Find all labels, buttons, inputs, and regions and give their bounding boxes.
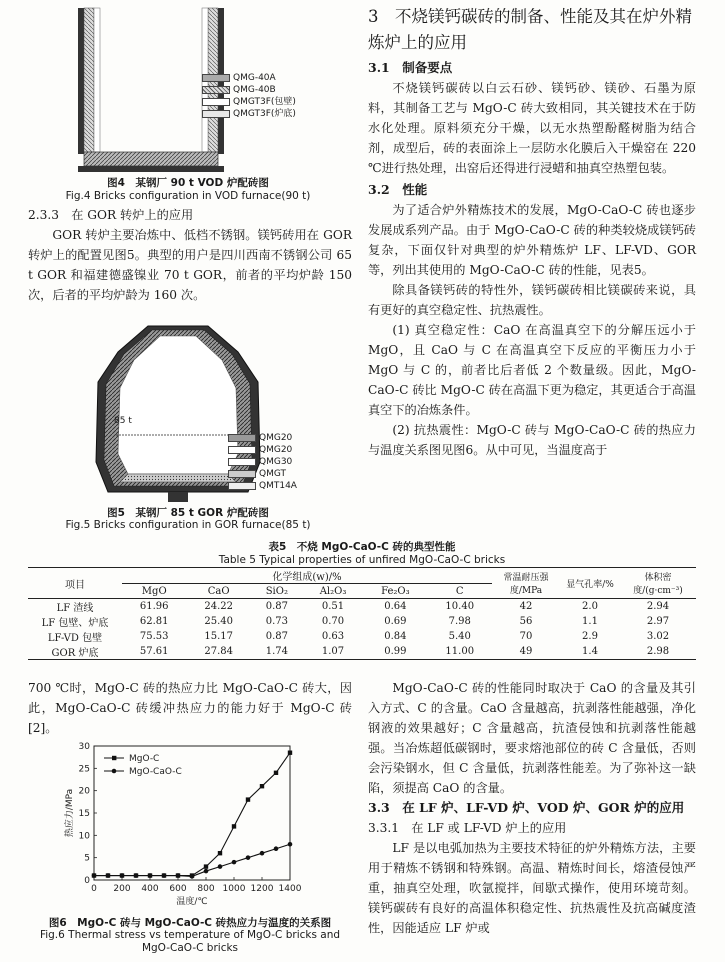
cell: 49 — [492, 644, 560, 660]
subsection-title-3-3-1: 3.3.1 在 LF 或 LF-VD 炉上的应用 — [368, 821, 567, 835]
legend-item: QMG20 — [228, 432, 297, 444]
thermal-stress-chart — [28, 740, 352, 912]
fig6-caption-cn: 图6 MgO-C 砖与 MgO-CaO-C 砖热应力与温度的关系图 — [48, 917, 332, 929]
cell: 0.64 — [384, 601, 407, 612]
data-point — [274, 846, 279, 851]
legend-item: QMGT — [228, 468, 297, 480]
data-point — [260, 851, 265, 856]
cell: 2.0 — [582, 601, 598, 612]
x-tick-label: 0 — [91, 884, 97, 894]
cell: 57.61 — [122, 644, 186, 660]
cell: 0.73 — [265, 616, 288, 627]
legend-item: QMG-40A — [202, 72, 296, 84]
fig5-legend — [228, 432, 297, 492]
legend-item: QMGT3F(炉底) — [202, 108, 296, 120]
cell: 3.02 — [646, 631, 670, 642]
row-label: LF-VD 包壁 — [47, 633, 103, 644]
x-tick-label: 200 — [113, 884, 131, 894]
cell: 2.9 — [582, 631, 598, 642]
legend-item: QMG-40B — [202, 84, 296, 96]
col-header-group: 化学组成(w)/% — [122, 568, 492, 584]
legend-marker — [112, 769, 117, 774]
data-point — [260, 784, 264, 788]
right-bottom-text — [368, 678, 696, 938]
data-point — [148, 873, 153, 878]
cell: 0.70 — [321, 616, 345, 627]
y-tick-label: 20 — [78, 786, 90, 797]
section-2-3-3 — [28, 205, 352, 305]
row-label: LF 渣线 — [56, 603, 94, 614]
plot-frame — [94, 746, 290, 880]
data-point — [162, 873, 167, 878]
section-3 — [368, 4, 696, 460]
fig5-caption-cn: 图5 某钢厂 85 t GOR 炉配砖图 — [107, 507, 269, 519]
subsection-title-3-1: 3.1 制备要点 — [368, 60, 453, 75]
paragraph: 700 ℃时，MgO-C 砖的热应力比 MgO-CaO-C 砖大，因此，MgO-CaO-C 砖缓冲热应力的能力好于 MgO-C 砖[2]。 — [28, 681, 352, 735]
col-header-porosity: 显气孔率/% — [560, 568, 620, 599]
x-tick-label: 1200 — [250, 884, 274, 894]
y-tick-label: 0 — [84, 876, 90, 886]
subsection-title-3-3: 3.3 在 LF 炉、LF-VD 炉、VOD 炉、GOR 炉的应用 — [368, 800, 685, 815]
x-tick-label: 1000 — [222, 884, 246, 894]
row-label: LF 包壁、炉底 — [41, 618, 109, 629]
figure-4 — [28, 4, 348, 204]
legend-marker — [112, 756, 116, 760]
properties-table — [28, 567, 696, 660]
y-axis-label: 热应力/MPa — [65, 788, 75, 838]
cell: 0.69 — [384, 616, 407, 627]
fig4-caption-cn: 图4 某钢厂 90 t VOD 炉配砖图 — [107, 177, 269, 189]
cell: 1.4 — [560, 644, 620, 660]
cell: 0.87 — [265, 631, 288, 642]
y-tick-label: 15 — [78, 809, 90, 819]
legend-item: QMT14A — [228, 480, 297, 492]
fig5-level-label: 85 t — [114, 416, 132, 426]
data-point — [190, 874, 195, 879]
x-tick-label: 400 — [141, 884, 159, 894]
table5-title-en: Table 5 Typical properties of unfired MgO-CaO-C bricks — [218, 554, 506, 566]
gor-furnace-drawing — [28, 322, 348, 507]
cell: 11.00 — [428, 644, 493, 660]
cell: 1.1 — [582, 616, 598, 627]
data-point — [246, 797, 250, 801]
data-point — [218, 851, 222, 855]
legend-label: MgO-C — [129, 754, 160, 764]
col-header-density: 体积密度/(g·cm⁻³) — [620, 568, 696, 599]
paragraph: (1) 真空稳定性：CaO 在高温真空下的分解压远小于 MgO，且 CaO 与 C 在高温真空下反应的平衡压力小于 MgO 与 C 的，前者比后者低 2 个数量级。因此，MgO-CaO-C 砖比 MgO-C 砖在高温下更为稳定，其更适合于高温真空下的冶炼条件。 — [368, 323, 696, 417]
cell: 10.40 — [445, 601, 475, 612]
paragraph: 不烧镁钙碳砖以白云石砂、镁钙砂、镁砂、石墨为原料，其制备工艺与 MgO-C 砖大致相同，其关键技术在于防水化处理。原料须充分干燥，以无水热塑酚醛树脂为结合剂，成型后，砖的表面涂上一层防水化膜后入干燥窑在 220 ℃进行热处理，出窑后还得进行浸蜡和抽真空热塑包装。 — [368, 81, 696, 175]
fig4-caption-en: Fig.4 Bricks configuration in VOD furnace(90 t) — [65, 190, 311, 202]
figure-5 — [28, 322, 348, 532]
paragraph: LF 是以电弧加热为主要技术特征的炉外精炼方法，主要用于精炼不锈钢和特殊钢。高温、精炼时间长，熔渣侵蚀严重，抽真空处理，吹氩搅拌，间歇式操作，使用环境苛刻。镁钙碳砖有良好的高温体积稳定性、抗热震性及抗高碱度渣性，因能适应 LF 炉或 — [368, 841, 696, 935]
data-point — [134, 873, 139, 878]
paragraph: (2) 抗热震性：MgO-C 砖与 MgO-CaO-C 砖的热应力与温度关系图见图6。从中可见，当温度高于 — [368, 423, 696, 457]
data-point — [288, 751, 292, 755]
paragraph: 除具备镁钙砖的特性外，镁钙碳砖相比镁碳砖来说，具有更好的真空稳定性、抗热震性。 — [368, 283, 696, 317]
cell: 2.97 — [646, 616, 670, 627]
table-row — [28, 614, 696, 629]
fig4-legend — [202, 72, 296, 120]
x-tick-label: 1400 — [278, 884, 302, 894]
data-point — [232, 860, 237, 865]
y-tick-label: 25 — [78, 764, 90, 775]
subsection-title-3-2: 3.2 性能 — [368, 182, 428, 197]
col-header: MgO — [122, 584, 186, 599]
cell: 25.40 — [204, 616, 233, 627]
table-row — [28, 629, 696, 644]
x-tick-label: 600 — [169, 884, 187, 894]
cell: 75.53 — [139, 631, 169, 642]
cell: 15.17 — [204, 631, 233, 642]
col-header-strength: 常温耐压强度/MPa — [492, 568, 560, 599]
data-point — [92, 873, 97, 878]
cell: 7.98 — [448, 616, 471, 627]
cell: 2.98 — [620, 644, 696, 660]
col-header: CaO — [186, 584, 250, 599]
left-bottom-text — [28, 678, 352, 738]
data-point — [232, 824, 236, 828]
col-header: Fe₂O₃ — [363, 584, 427, 599]
data-point — [176, 873, 181, 878]
cell: 0.51 — [321, 601, 345, 612]
paragraph: MgO-CaO-C 砖的性能同时取决于 CaO 的含量及其引入方式、C 的含量。CaO 含量越高，抗剥落性能越强，净化钢液的效果越好；C 含量越高，抗渣侵蚀和抗剥落性能越强。当冶炼超低碳钢时，要求熔池部位的砖 C 含量低，否则会污染钢水，但 C 含量低，抗剥落性能差。为了弥补这一缺陷，须提高 CaO 的含量。 — [368, 681, 696, 795]
fig5-caption-en: Fig.5 Bricks configuration in GOR furnace(85 t) — [65, 519, 311, 531]
paragraph: GOR 转炉主要冶炼中、低档不锈钢。镁钙砖用在 GOR 转炉上的配置见图5。典型的用户是四川西南不锈钢公司 65 t GOR 和福建德盛镍业 70 t GOR，前者的平均炉龄 150 次，后者的平均炉龄为 160 次。 — [28, 228, 352, 302]
cell: 61.96 — [139, 601, 169, 612]
cell: 0.84 — [384, 631, 407, 642]
data-point — [204, 864, 208, 868]
legend-label: MgO-CaO-C — [129, 767, 182, 777]
data-point — [246, 855, 251, 860]
fig6-caption-en: Fig.6 Thermal stress vs temperature of MgO-C bricks and MgO-CaO-C bricks — [39, 929, 341, 954]
series-line-mgo-cao-c — [94, 844, 290, 876]
col-header: C — [428, 584, 493, 599]
cell: 27.84 — [186, 644, 250, 660]
section-title: 3 不烧镁钙碳砖的制备、性能及其在炉外精炼炉上的应用 — [368, 7, 692, 52]
col-header: SiO₂ — [251, 584, 303, 599]
cell: 56 — [519, 616, 533, 627]
vod-furnace-drawing — [28, 4, 348, 174]
legend-item: QMG30 — [228, 456, 297, 468]
data-point — [274, 771, 278, 775]
cell: 5.40 — [448, 631, 471, 642]
cell: 0.99 — [363, 644, 427, 660]
figure-6 — [28, 740, 352, 960]
y-tick-label: 10 — [78, 831, 90, 842]
data-point — [288, 842, 293, 847]
cell: 2.94 — [646, 601, 670, 612]
data-point — [120, 873, 125, 878]
col-header: Al₂O₃ — [303, 584, 364, 599]
table-5 — [28, 540, 696, 660]
x-axis-label: 温度/℃ — [176, 897, 208, 907]
data-point — [106, 873, 111, 878]
data-point — [204, 869, 209, 874]
cell: 62.81 — [139, 616, 169, 627]
row-label: GOR 炉底 — [28, 644, 122, 660]
legend-item: QMGT3F(包壁) — [202, 96, 296, 108]
cell: 42 — [519, 601, 533, 612]
cell: 1.74 — [251, 644, 303, 660]
cell: 24.22 — [204, 601, 233, 612]
table-row — [28, 599, 696, 615]
col-header-item: 项目 — [28, 568, 122, 599]
cell: 0.63 — [321, 631, 345, 642]
cell: 1.07 — [303, 644, 364, 660]
legend-item: QMG20 — [228, 444, 297, 456]
x-tick-label: 800 — [197, 884, 215, 894]
table5-title-cn: 表5 不烧 MgO-CaO-C 砖的典型性能 — [268, 541, 456, 553]
y-tick-label: 30 — [78, 742, 90, 752]
cell: 70 — [519, 631, 533, 642]
y-tick-label: 5 — [84, 853, 90, 864]
cell: 0.87 — [265, 601, 288, 612]
section-heading: 2.3.3 在 GOR 转炉上的应用 — [28, 208, 194, 222]
table-row — [28, 644, 696, 660]
data-point — [218, 864, 223, 869]
paragraph: 为了适合炉外精炼技术的发展，MgO-CaO-C 砖也逐步发展成系列产品。由于 MgO-CaO-C 砖的种类较烧成镁钙砖复杂，下面仅针对典型的炉外精炼炉 LF、LF-VD、GOR 等，列出其使用的 MgO-CaO-C 砖的性能，见表5。 — [368, 203, 696, 277]
